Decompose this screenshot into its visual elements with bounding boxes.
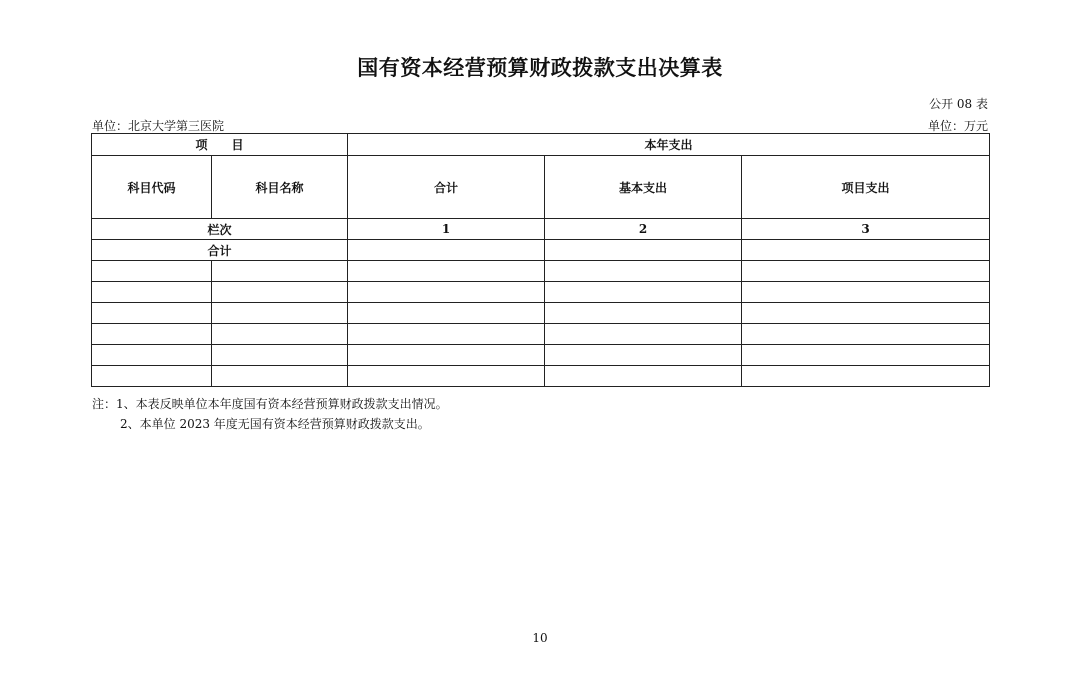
table-cell [92, 282, 212, 303]
column-number-row [92, 219, 990, 240]
total-cell [545, 240, 742, 261]
table-row [92, 261, 990, 282]
column-number-3: 3 [742, 219, 990, 240]
form-number: 公开 08 表 [929, 97, 988, 111]
table-cell [212, 282, 348, 303]
header-item: 项 目 [92, 134, 348, 156]
currency-unit: 单位：万元 [927, 119, 988, 133]
table-cell [212, 345, 348, 366]
table-cell [545, 303, 742, 324]
column-number-label: 栏次 [92, 219, 348, 240]
col-subject-name: 科目名称 [212, 156, 348, 219]
table-cell [92, 324, 212, 345]
col-project-expenditure: 项目支出 [742, 156, 990, 219]
table-cell [348, 261, 545, 282]
table-cell [348, 282, 545, 303]
table-cell [348, 324, 545, 345]
table-cell [545, 366, 742, 387]
budget-table [91, 133, 990, 387]
reporting-unit: 单位：北京大学第三医院 [92, 119, 225, 133]
table-cell [92, 261, 212, 282]
table-cell [212, 303, 348, 324]
table-cell [92, 345, 212, 366]
table-cell [348, 303, 545, 324]
table-cell [212, 366, 348, 387]
col-basic-expenditure: 基本支出 [545, 156, 742, 219]
table-cell [742, 303, 990, 324]
table-cell [212, 261, 348, 282]
table-cell [742, 261, 990, 282]
table-cell [742, 366, 990, 387]
header-current-year-expenditure: 本年支出 [348, 134, 990, 156]
table-cell [92, 366, 212, 387]
table-cell [742, 345, 990, 366]
table-notes [92, 394, 448, 434]
column-number-2: 2 [545, 219, 742, 240]
table-header-row [92, 134, 990, 156]
total-row [92, 240, 990, 261]
col-total: 合计 [348, 156, 545, 219]
table-row [92, 282, 990, 303]
total-cell [348, 240, 545, 261]
table-cell [545, 345, 742, 366]
note-line-1: 注：1、本表反映单位本年度国有资本经营预算财政拨款支出情况。 [92, 397, 448, 411]
total-cell [742, 240, 990, 261]
total-row-label: 合计 [92, 240, 348, 261]
note-line-2: 2、本单位 2023 年度无国有资本经营预算财政拨款支出。 [120, 417, 430, 431]
table-subheader-row [92, 156, 990, 219]
table-cell [92, 303, 212, 324]
table-cell [348, 366, 545, 387]
table-row [92, 324, 990, 345]
table-row [92, 303, 990, 324]
table-cell [212, 324, 348, 345]
column-number-1: 1 [348, 219, 545, 240]
table-cell [545, 324, 742, 345]
table-cell [545, 261, 742, 282]
table-cell [348, 345, 545, 366]
page-number: 10 [532, 631, 548, 645]
table-cell [742, 324, 990, 345]
table-row [92, 345, 990, 366]
table-cell [545, 282, 742, 303]
table-cell [742, 282, 990, 303]
col-subject-code: 科目代码 [92, 156, 212, 219]
page-title: 国有资本经营预算财政拨款支出决算表 [357, 56, 723, 80]
table-row [92, 366, 990, 387]
